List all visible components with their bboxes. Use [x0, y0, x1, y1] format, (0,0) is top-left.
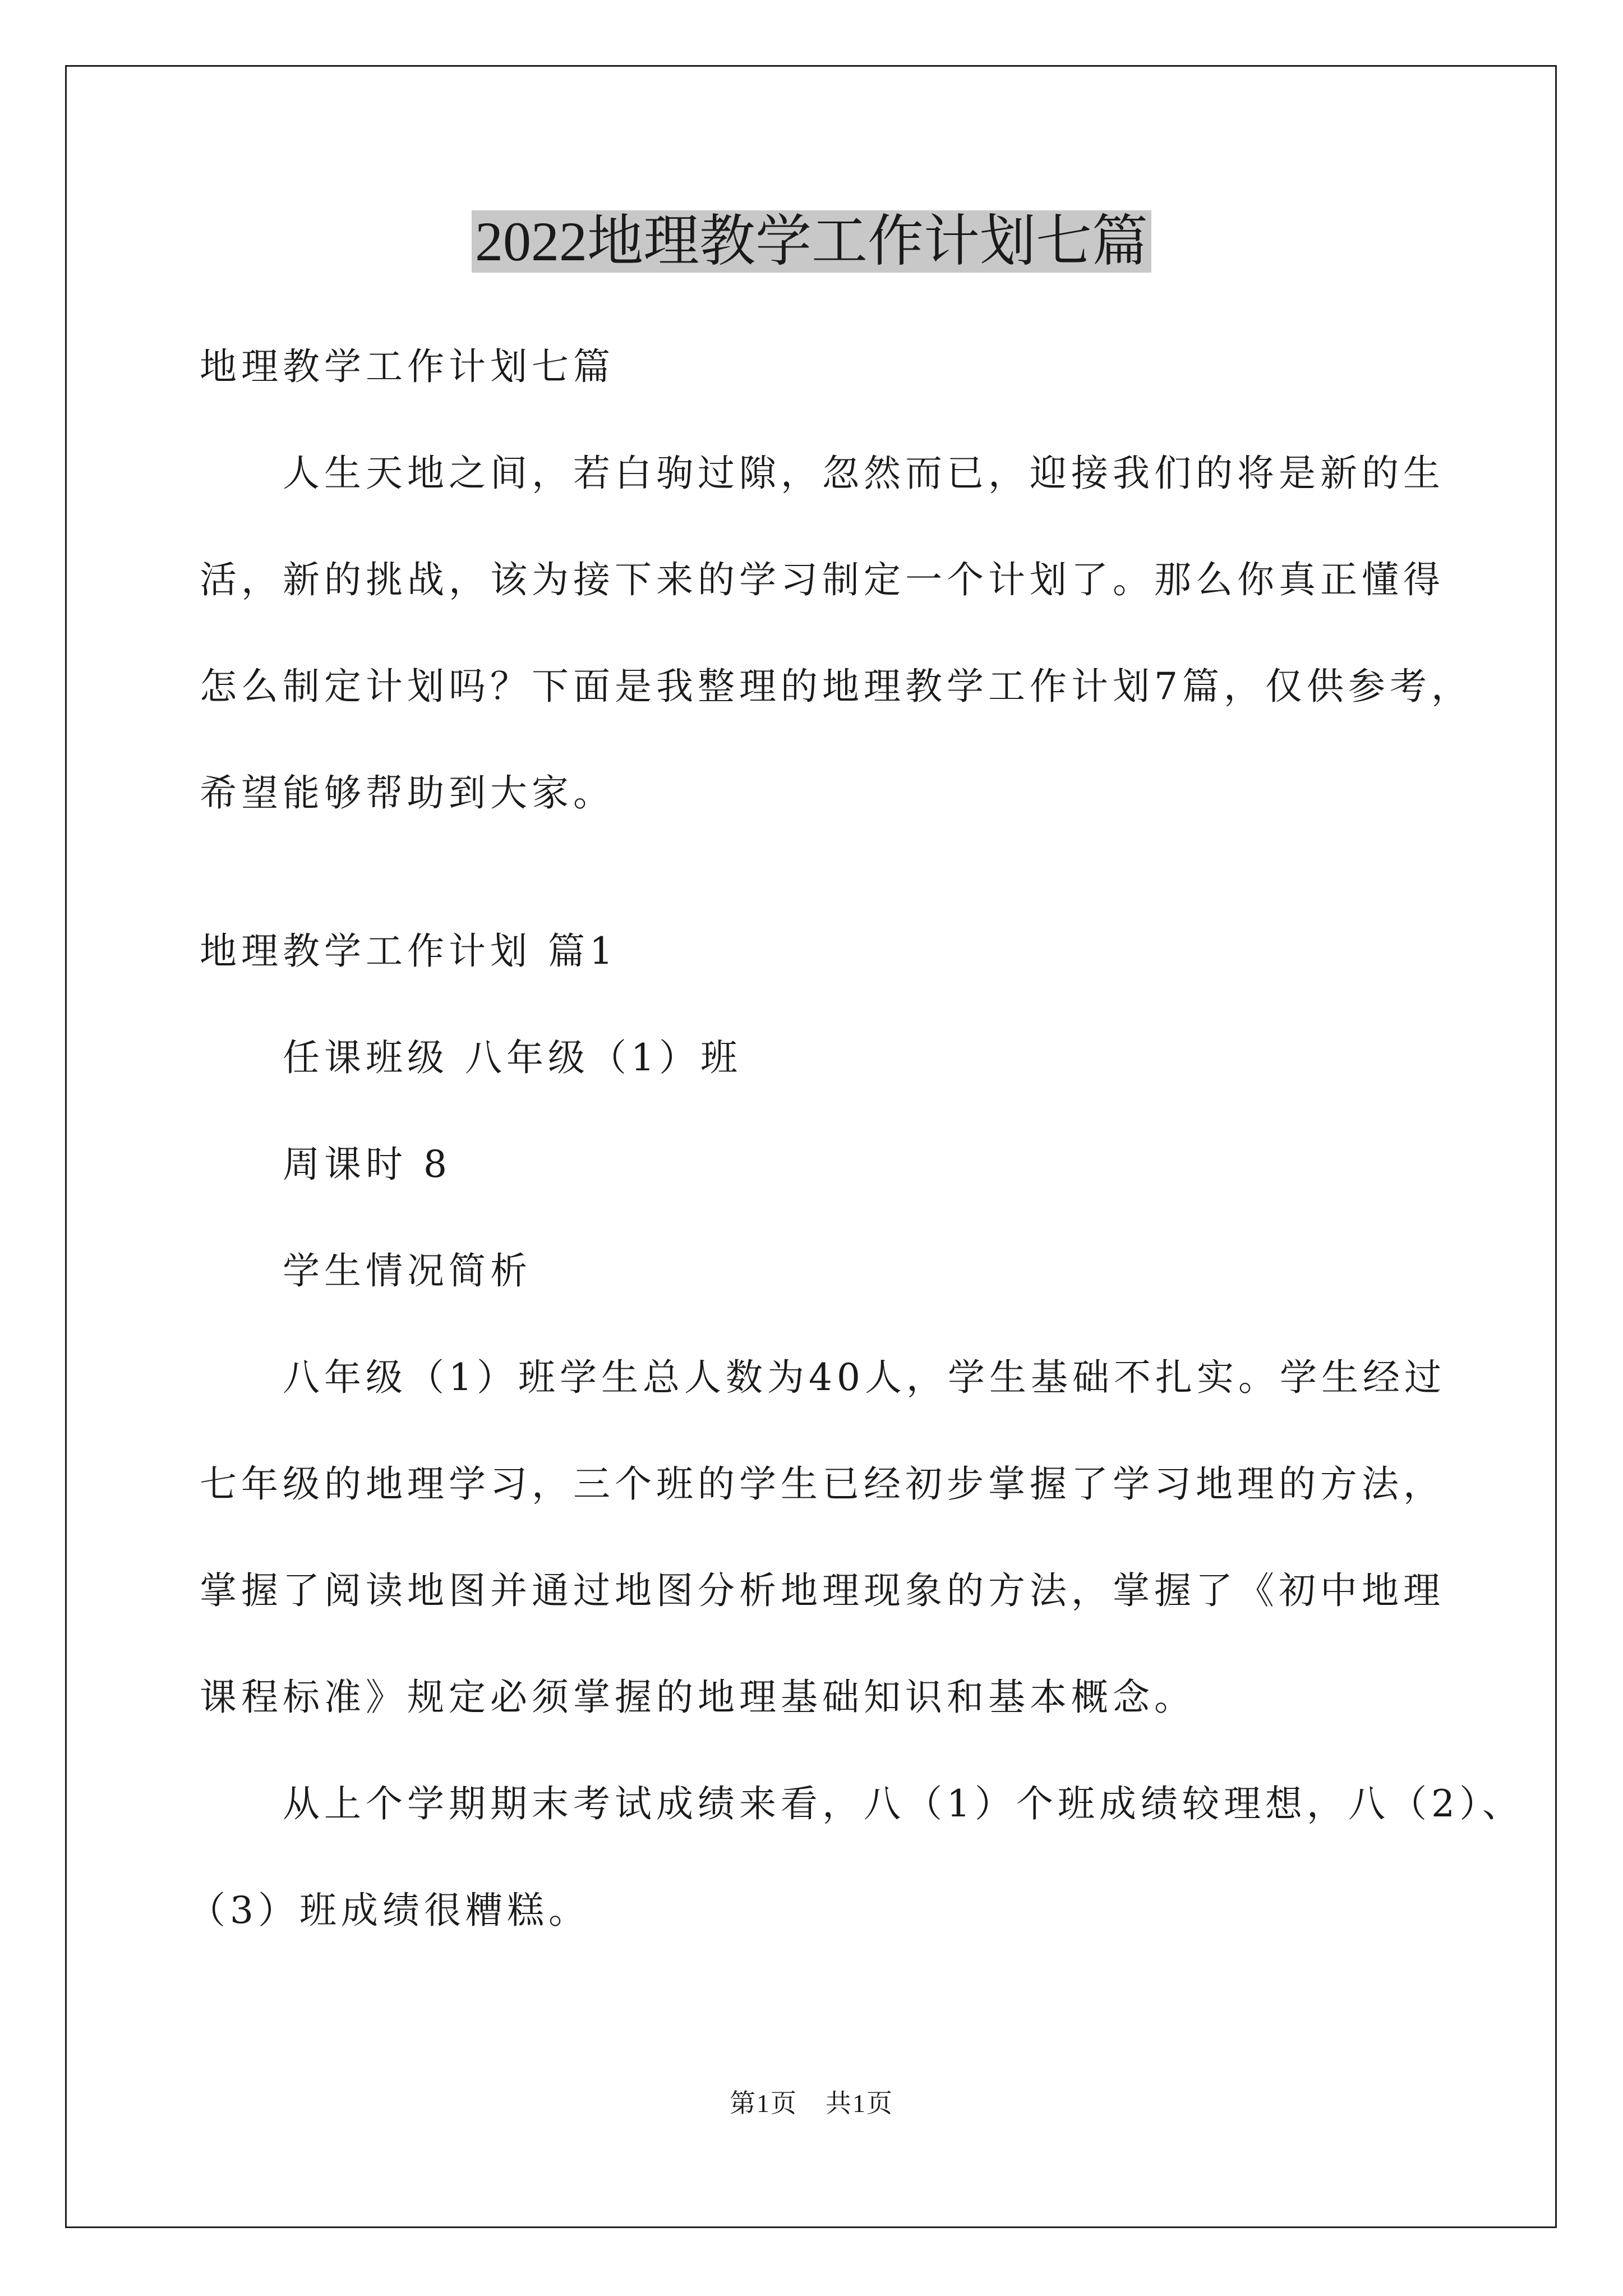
document-title [0, 200, 1623, 284]
para1-line-2: 七年级的地理学习，三个班的学生已经初步掌握了学习地理的方法， [200, 1462, 1445, 1506]
intro-line-1: 人生天地之间，若白驹过隙，忽然而已，迎接我们的将是新的生 [283, 452, 1445, 495]
para1-line-3: 掌握了阅读地图并通过地图分析地理现象的方法，掌握了《初中地理 [200, 1569, 1445, 1612]
para1-line-4: 课程标准》规定必须掌握的地理基础知识和基本概念。 [200, 1676, 1196, 1719]
document-body [188, 340, 1524, 1938]
para2-line-1: 从上个学期期末考试成绩来看，八（1）个班成绩较理想，八（2）、 [283, 1782, 1524, 1825]
page-footer [0, 2087, 1623, 2120]
document-subtitle: 地理教学工作计划七篇 [200, 345, 615, 388]
para2-line-2: （3）班成绩很糟糕。 [188, 1889, 590, 1932]
page-number: 第1页 [730, 2089, 797, 2118]
intro-line-4: 希望能够帮助到大家。 [200, 771, 615, 815]
section-heading: 地理教学工作计划 篇1 [200, 930, 617, 973]
analysis-heading: 学生情况简析 [283, 1249, 532, 1292]
hours-line: 周课时 8 [283, 1143, 451, 1186]
document-title-text: 2022地理教学工作计划七篇 [472, 210, 1151, 273]
intro-line-2: 活，新的挑战，该为接下来的学习制定一个计划了。那么你真正懂得 [200, 558, 1445, 601]
class-line: 任课班级 八年级（1）班 [283, 1036, 742, 1079]
para1-line-1: 八年级（1）班学生总人数为40人，学生基础不扎实。学生经过 [283, 1356, 1446, 1399]
intro-line-3: 怎么制定计划吗？下面是我整理的地理教学工作计划7篇，仅供参考， [200, 665, 1473, 708]
page-total: 共1页 [826, 2089, 893, 2118]
